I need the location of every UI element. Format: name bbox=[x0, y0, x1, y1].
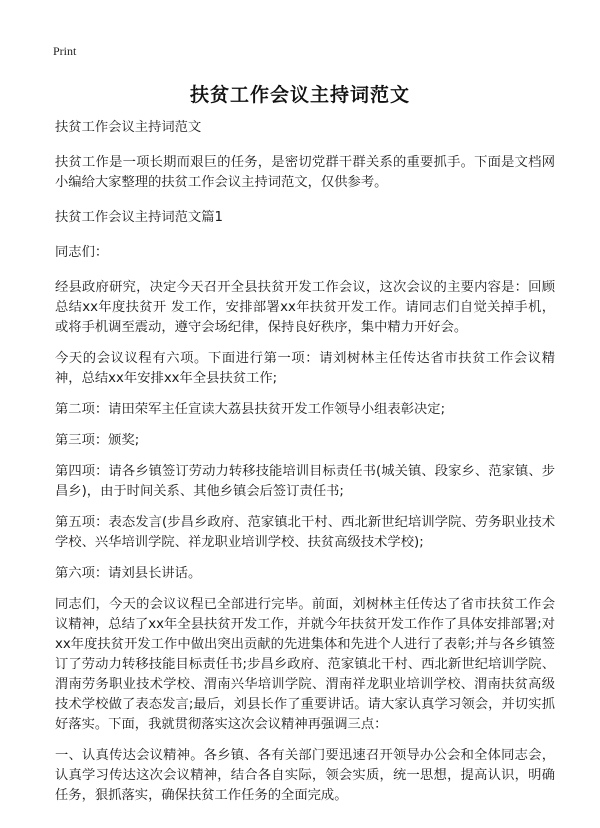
paragraph-section-heading: 扶贫工作会议主持词范文篇1 bbox=[55, 210, 224, 225]
paragraph-summary: 同志们，今天的会议议程已全部进行完毕。前面，刘树林主任传达了省市扶贫工作会议精神，总结了xx年全县扶贫开发工作，并就今年扶贫开发工作作了具体安排部署;对xx年度扶贫开发工作中做出突出贡献的先进集体和先进个人进行了表彰;并与各乡镇签订了劳动力转移技能目标责任书;步昌乡政府、范家镇北干村、西北新世纪培训学院、渭南劳务职业技术学校、渭南兴华培训学院、渭南祥龙职业培训学校、渭南扶贫高级技术学校做了表态发言;最后，刘县长作了重要讲话。请大家认真学习领会，并切实抓好落实。下面，我就贯彻落实这次会议精神再强调三点： bbox=[55, 597, 555, 732]
paragraph-agenda-item-4: 第四项：请各乡镇签订劳动力转移技能培训目标责任书(城关镇、段家乡、范家镇、步昌乡)，由于时间关系、其他乡镇会后签订责任书; bbox=[55, 464, 555, 499]
paragraph-agenda-item-1: 今天的会议议程有六项。下面进行第一项：请刘树林主任传达省市扶贫工作会议精神，总结xx年安排xx年全县扶贫工作; bbox=[55, 351, 555, 386]
paragraph-agenda-item-2: 第二项：请田荣军主任宣读大荔县扶贫开发工作领导小组表彰决定; bbox=[55, 402, 446, 417]
paragraph-meeting-purpose: 经县政府研究，决定今天召开全县扶贫开发工作会议，这次会议的主要内容是：回顾总结xx年度扶贫开 发工作，安排部署xx年扶贫开发工作。请同志们自觉关掉手机，或将手机调至震动，遵守会场纪律，保持良好秩序，集中精力开好会。 bbox=[55, 280, 555, 335]
paragraph-point-one: 一、认真传达会议精神。各乡镇、各有关部门要迅速召开领导办公会和全体同志会，认真学习传达这次会议精神，结合各自实际，领会实质，统一思想，提高认识，明确任务，狠抓落实，确保扶贫工作任务的全面完成。 bbox=[55, 748, 555, 803]
document-title: 扶贫工作会议主持词范文 bbox=[189, 84, 410, 106]
paragraph-agenda-item-3: 第三项：颁奖; bbox=[55, 433, 140, 448]
paragraph-salutation: 同志们： bbox=[55, 245, 109, 260]
print-label[interactable]: Print bbox=[53, 44, 77, 58]
paragraph-intro: 扶贫工作是一项长期而艰巨的任务，是密切党群干群关系的重要抓手。下面是文档网小编给大家整理的扶贫工作会议主持词范文，仅供参考。 bbox=[55, 155, 555, 190]
document-body bbox=[55, 118, 555, 817]
paragraph-agenda-item-6: 第六项：请刘县长讲话。 bbox=[55, 566, 202, 581]
paragraph-agenda-item-5: 第五项：表态发言(步昌乡政府、范家镇北干村、西北新世纪培训学院、劳务职业技术学校、兴华培训学院、祥龙职业培训学校、扶贫高级技术学校); bbox=[55, 515, 555, 550]
paragraph-subtitle: 扶贫工作会议主持词范文 bbox=[55, 120, 202, 135]
